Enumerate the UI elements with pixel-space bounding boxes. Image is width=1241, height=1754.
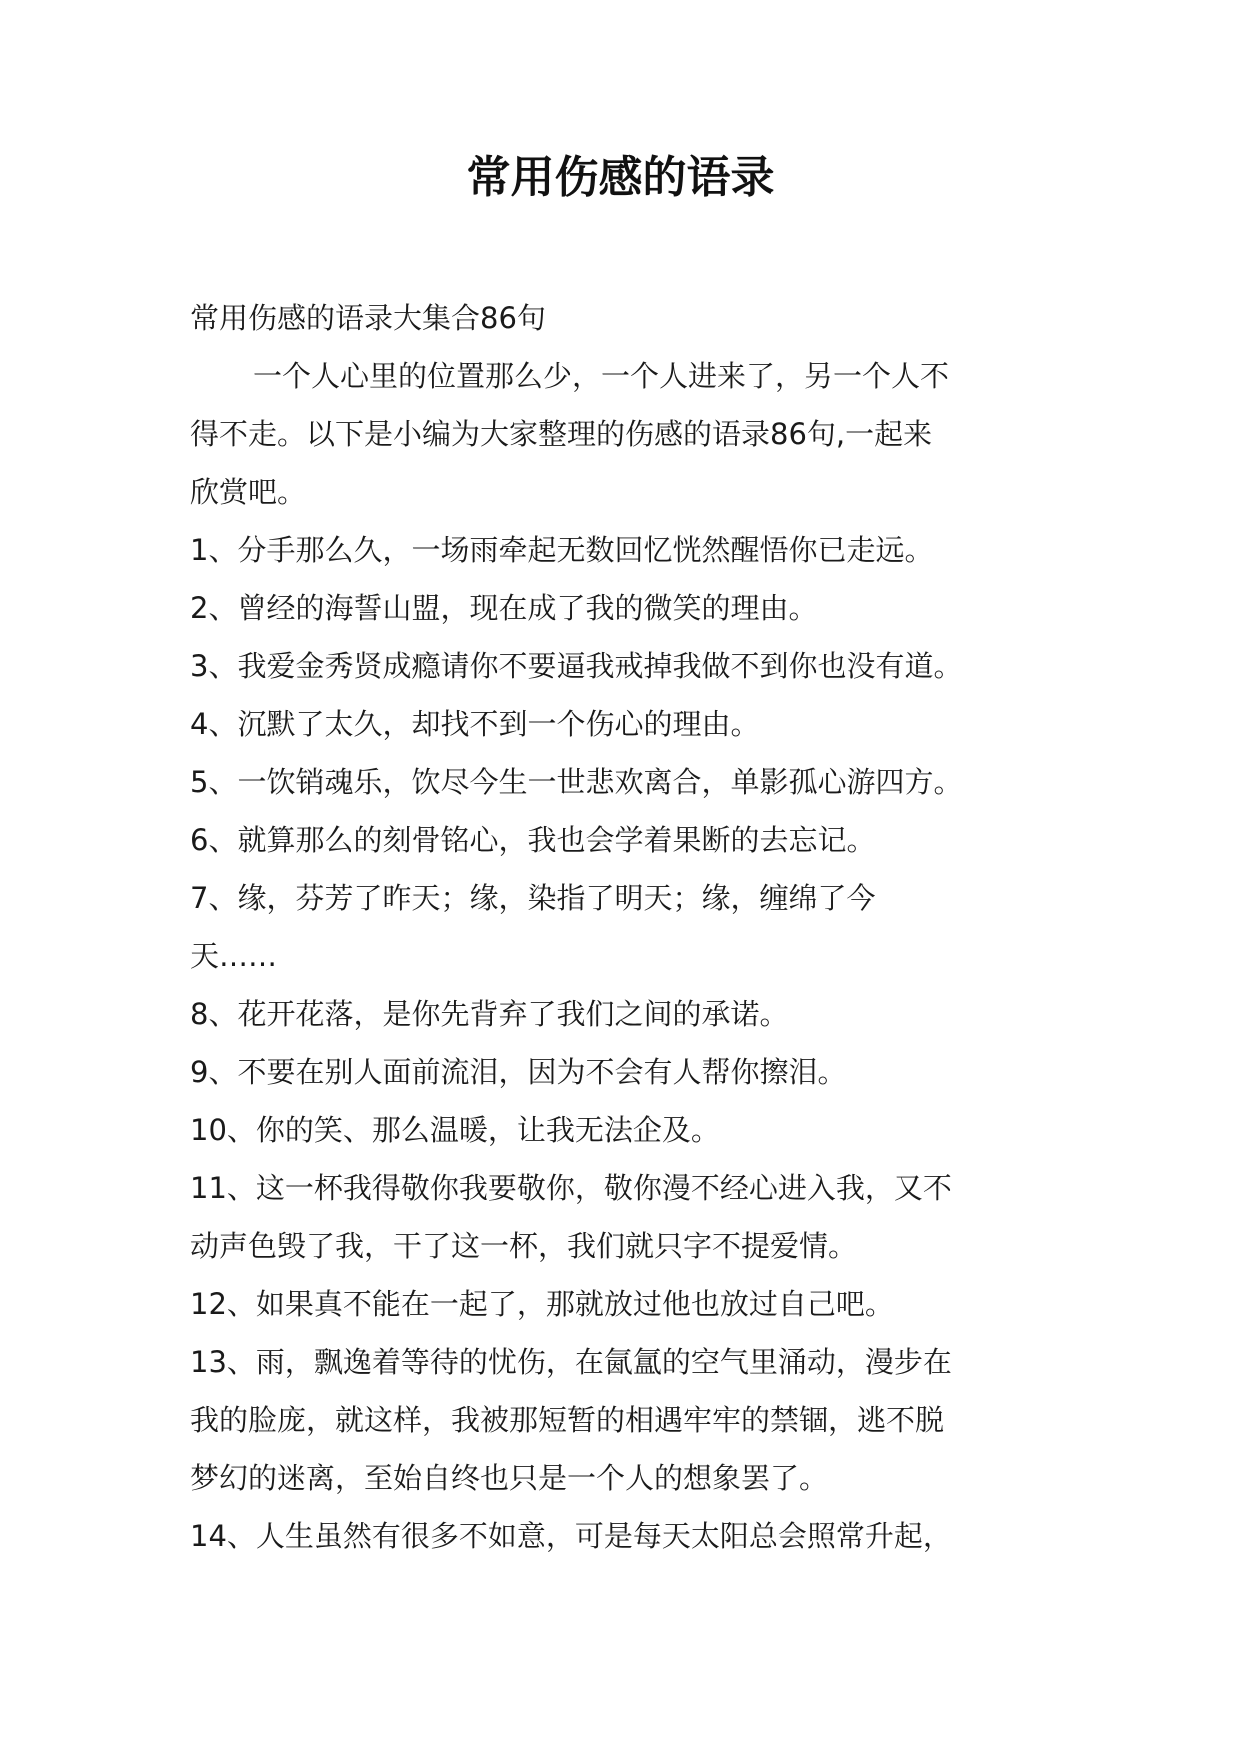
text-line: 4、沉默了太久，却找不到一个伤心的理由。 bbox=[190, 707, 760, 741]
subtitle-line: 常用伤感的语录大集合86句 bbox=[190, 301, 546, 335]
text-line: 11、这一杯我得敬你我要敬你，敬你漫不经心进入我，又不 bbox=[190, 1171, 952, 1205]
text-line: 天…… bbox=[190, 939, 278, 973]
text-line: 2、曾经的海誓山盟，现在成了我的微笑的理由。 bbox=[190, 591, 818, 625]
document-body bbox=[190, 289, 1062, 1565]
text-line: 得不走。以下是小编为大家整理的伤感的语录86句,一起来 bbox=[190, 417, 933, 451]
text-line: 7、缘，芬芳了昨天；缘，染指了明天；缘，缠绵了今 bbox=[190, 881, 876, 915]
text-line: 梦幻的迷离，至始自终也只是一个人的想象罢了。 bbox=[190, 1461, 829, 1495]
text-line: 5、一饮销魂乐，饮尽今生一世悲欢离合，单影孤心游四方。 bbox=[190, 765, 963, 799]
text-line: 8、花开花落，是你先背弃了我们之间的承诺。 bbox=[190, 997, 789, 1031]
page-title: 常用伤感的语录 bbox=[466, 152, 775, 203]
text-line: 6、就算那么的刻骨铭心，我也会学着果断的去忘记。 bbox=[190, 823, 876, 857]
text-line: 13、雨，飘逸着等待的忧伤，在氤氲的空气里涌动，漫步在 bbox=[190, 1345, 952, 1379]
text-line: 10、你的笑、那么温暖，让我无法企及。 bbox=[190, 1113, 720, 1147]
text-line: 3、我爱金秀贤成瘾请你不要逼我戒掉我做不到你也没有道。 bbox=[190, 649, 963, 683]
text-line: 1、分手那么久，一场雨牵起无数回忆恍然醒悟你已走远。 bbox=[190, 533, 934, 567]
text-line: 动声色毁了我，干了这一杯，我们就只字不提爱情。 bbox=[190, 1229, 858, 1263]
text-line: 我的脸庞，就这样，我被那短暂的相遇牢牢的禁锢，逃不脱 bbox=[190, 1403, 945, 1437]
text-line: 14、人生虽然有很多不如意，可是每天太阳总会照常升起， bbox=[190, 1519, 952, 1553]
text-line: 12、如果真不能在一起了，那就放过他也放过自己吧。 bbox=[190, 1287, 894, 1321]
text-line: 一个人心里的位置那么少，一个人进来了，另一个人不 bbox=[253, 359, 950, 393]
text-line: 9、不要在别人面前流泪，因为不会有人帮你擦泪。 bbox=[190, 1055, 847, 1089]
text-line: 欣赏吧。 bbox=[190, 475, 307, 509]
